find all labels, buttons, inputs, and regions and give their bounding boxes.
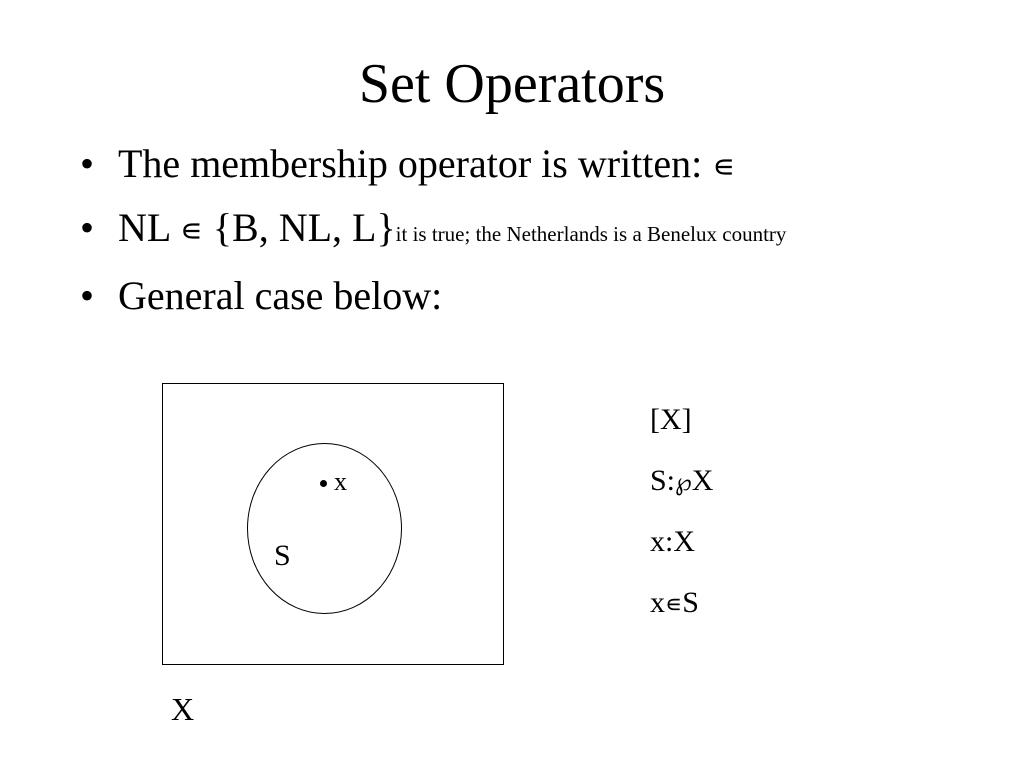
example-set: {B, NL, L} <box>202 205 396 250</box>
set-circle <box>248 444 402 614</box>
bullet-marker: • <box>80 273 95 318</box>
membership-symbol: ∊ <box>712 147 736 185</box>
element-label: x <box>334 467 347 496</box>
bullet-marker: • <box>80 141 95 186</box>
bullet-text: The membership operator is written: <box>118 141 713 186</box>
notation-element-declaration: x:X <box>650 525 695 558</box>
slide-title: Set Operators <box>358 53 666 115</box>
example-prefix: NL <box>118 205 180 250</box>
bullet-text: General case below: <box>118 273 443 318</box>
notation-set: S <box>682 586 699 619</box>
universe-label: X <box>171 691 195 727</box>
universe-box <box>163 384 504 665</box>
notation-set-type: X <box>691 464 714 497</box>
powerset-symbol: ℘ <box>675 468 692 496</box>
membership-symbol: ∊ <box>665 590 683 618</box>
notation-given-set: [X] <box>650 403 692 436</box>
notation-membership <box>650 585 713 621</box>
element-point <box>320 480 327 487</box>
example-note: it is true; the Netherlands is a Benelux country <box>395 222 787 246</box>
notation-set-name: S: <box>650 464 676 497</box>
bullet-marker: • <box>80 205 95 250</box>
membership-symbol: ∊ <box>179 211 203 249</box>
notation-set-declaration <box>650 463 713 499</box>
notation-list <box>650 402 713 646</box>
notation-element: x <box>650 586 665 619</box>
set-label: S <box>274 539 291 572</box>
